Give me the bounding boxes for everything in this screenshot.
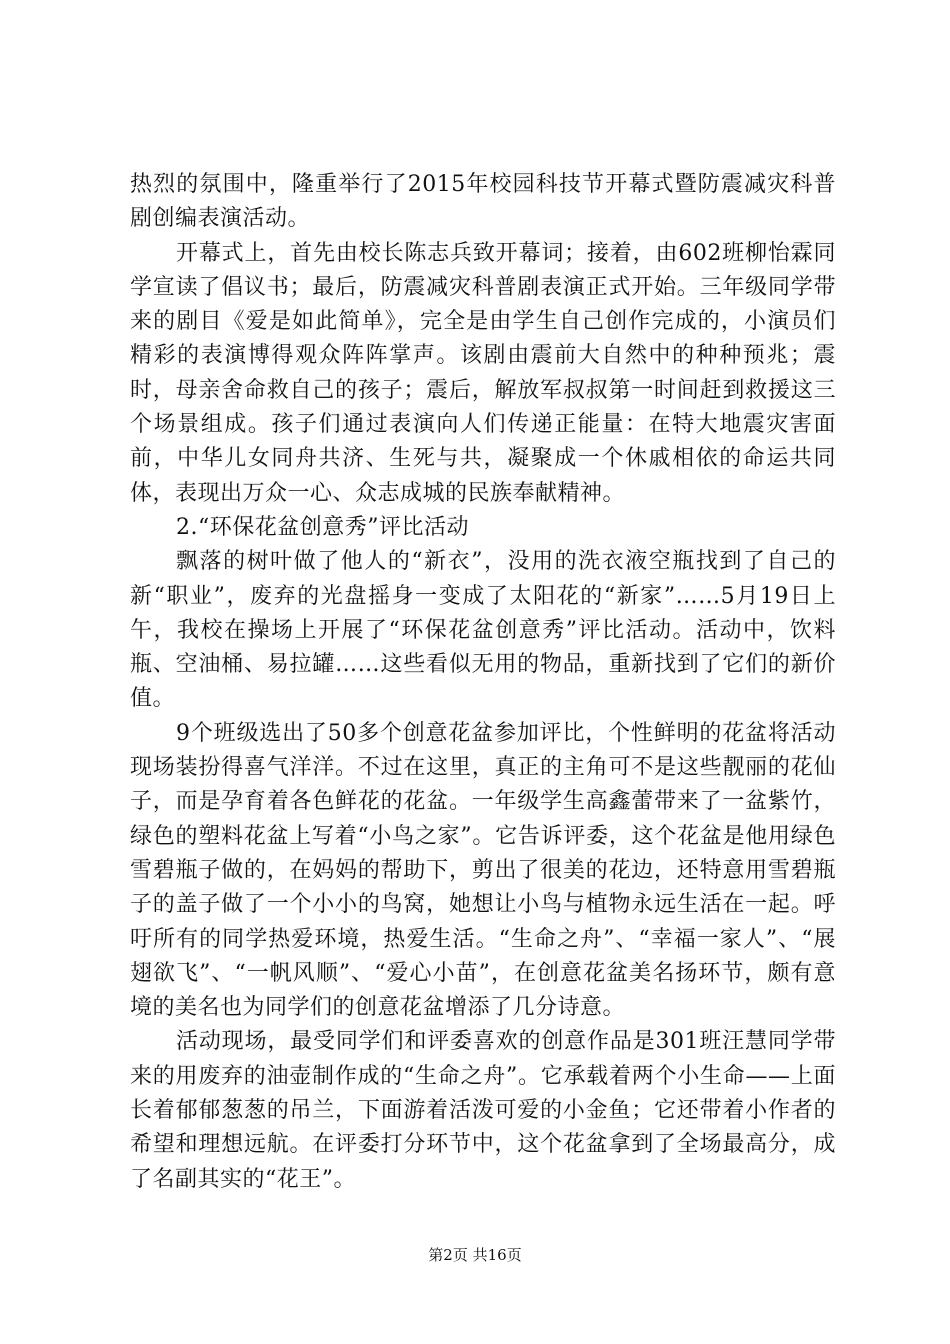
paragraph-flowerpot-entries: 9个班级选出了50多个创意花盆参加评比，个性鲜明的花盆将活动现场装扮得喜气洋洋。不过在这里，真正的主角可不是这些靓丽的花仙子，而是孕育着各色鲜花的花盆。一年级学生高鑫蕾带来了一盆紫竹，绿色的塑料花盆上写着“小鸟之家”。它告诉评委，这个花盆是他用绿色雪碧瓶子做的，在妈妈的帮助下，剪出了很美的花边，还特意用雪碧瓶子的盖子做了一个小小的鸟窝，她想让小鸟与植物永远生活在一起。呼吁所有的同学热爱环境，热爱生活。“生命之舟”、“幸福一家人”、“展翅欲飞”、“一帆风顺”、“爱心小苗”，在创意花盆美名扬环节，颇有意境的美名也为同学们的创意花盆增添了几分诗意。 (130, 720, 836, 1021)
document-body (130, 168, 836, 1197)
section-heading-eco-flowerpot: 2.“环保花盆创意秀”评比活动 (176, 514, 469, 540)
page-number-footer: 第2页 共16页 (428, 1246, 522, 1264)
paragraph-flower-king: 活动现场，最受同学们和评委喜欢的创意作品是301班汪慧同学带来的用废弃的油壶制作成的“生命之舟”。它承载着两个小生命——上面长着郁郁葱葱的吊兰，下面游着活泼可爱的小金鱼；它还带着小作者的希望和理想远航。在评委打分环节中，这个花盆拿到了全场最高分，成了名副其实的“花王”。 (130, 1029, 836, 1192)
paragraph-eco-intro: 飘落的树叶做了他人的“新衣”，没用的洗衣液空瓶找到了自己的新“职业”，废弃的光盘摇身一变成了太阳花的“新家”……5月19日上午，我校在操场上开展了“环保花盆创意秀”评比活动。活动中，饮料瓶、空油桶、易拉罐……这些看似无用的物品，重新找到了它们的新价值。 (130, 549, 836, 712)
paragraph-intro-continuation: 热烈的氛围中，隆重举行了2015年校园科技节开幕式暨防震减灾科普剧创编表演活动。 (130, 172, 836, 232)
paragraph-opening-ceremony: 开幕式上，首先由校长陈志兵致开幕词；接着，由602班柳怡霖同学宣读了倡议书；最后，防震减灾科普剧表演正式开始。三年级同学带来的剧目《爱是如此简单》，完全是由学生自己创作完成的，小演员们精彩的表演博得观众阵阵掌声。该剧由震前大自然中的种种预兆；震时，母亲舍命救自己的孩子；震后，解放军叔叔第一时间赶到救援这三个场景组成。孩子们通过表演向人们传递正能量：在特大地震灾害面前，中华儿女同舟共济、生死与共，凝聚成一个休戚相依的命运共同体，表现出万众一心、众志成城的民族奉献精神。 (130, 240, 836, 506)
